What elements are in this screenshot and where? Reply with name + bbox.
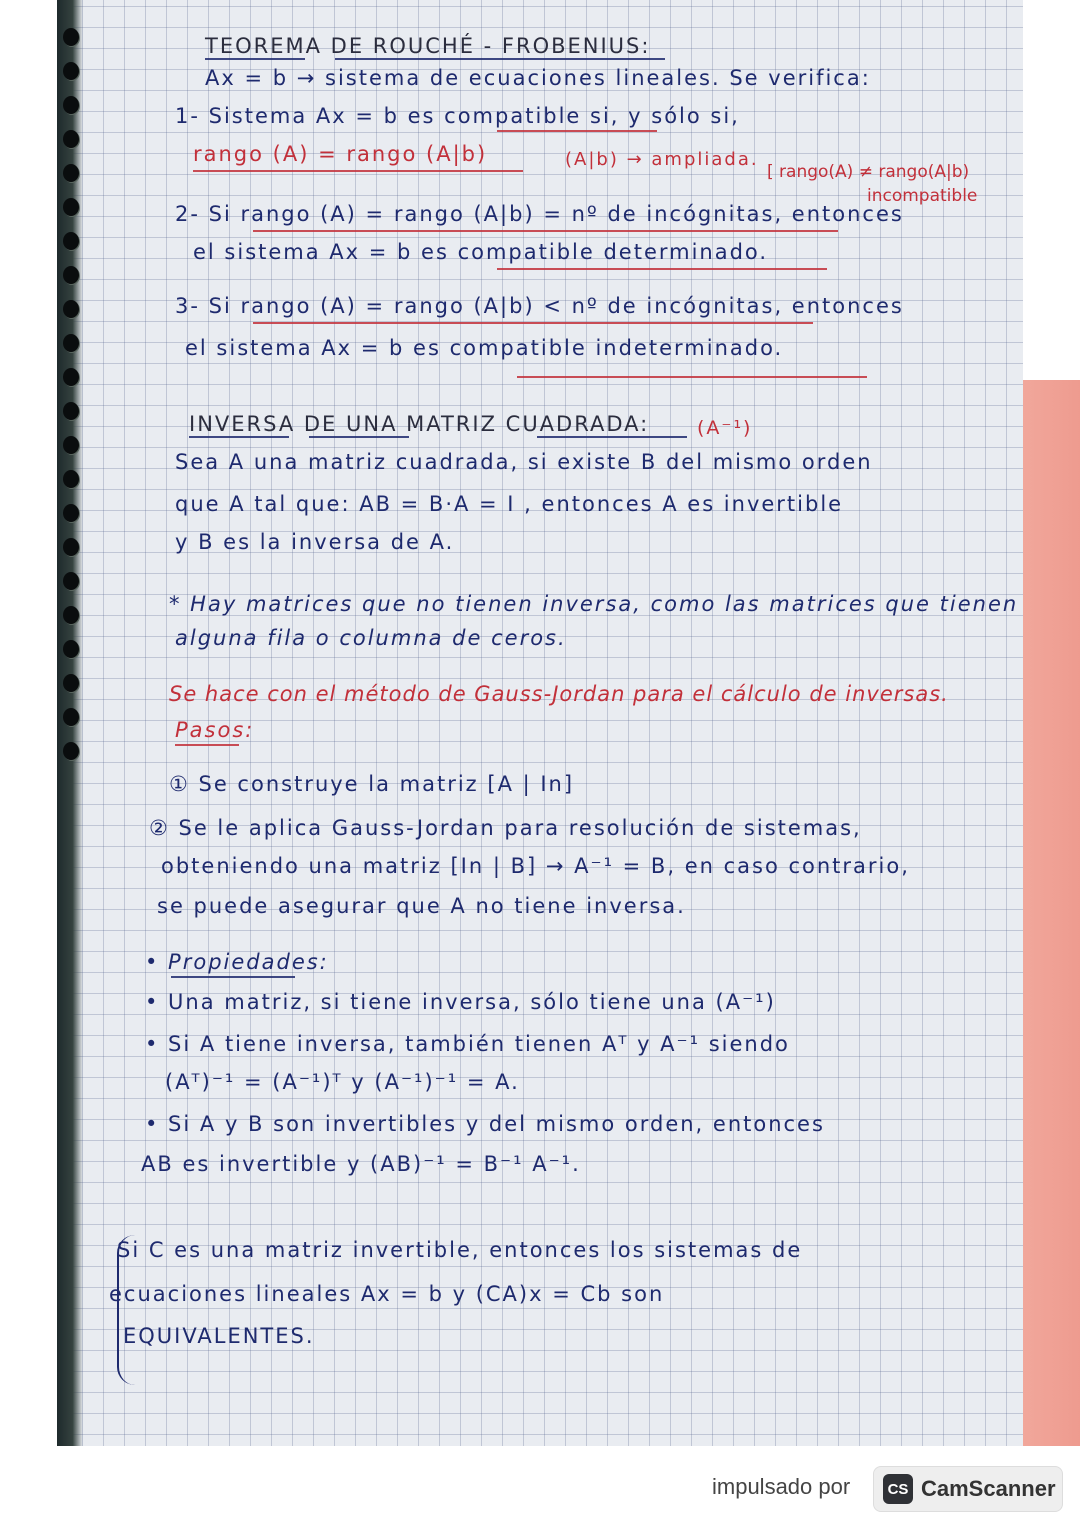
inversa-title: INVERSA DE UNA MATRIZ CUADRADA: xyxy=(189,412,650,436)
steps-title: Pasos: xyxy=(175,718,255,742)
step-1: ① Se construye la matriz [A | In] xyxy=(169,772,575,796)
camscanner-logo-icon: CS xyxy=(883,1474,913,1504)
inversa-notation: (A⁻¹) xyxy=(697,417,753,439)
binding-hole xyxy=(63,742,79,760)
step-2-b: obteniendo una matriz [In | B] → A⁻¹ = B, en caso contrario, xyxy=(161,854,910,878)
binding-hole xyxy=(63,130,79,148)
inversa-method: Se hace con el método de Gauss-Jordan para el cálculo de inversas. xyxy=(169,682,949,706)
inversa-note-1: * Hay matrices que no tienen inversa, como las matrices que tienen xyxy=(169,592,1019,616)
binding-hole xyxy=(63,334,79,352)
binding-hole xyxy=(63,538,79,556)
binding-hole xyxy=(63,300,79,318)
underline-pasos xyxy=(175,744,239,746)
notebook-edge xyxy=(1023,380,1080,1446)
underline-rango xyxy=(193,170,523,172)
binding-hole xyxy=(63,572,79,590)
inversa-def-1: Sea A una matriz cuadrada, si existe B del mismo orden xyxy=(175,450,873,474)
binding-hole xyxy=(63,504,79,522)
equiv-line-3: EQUIVALENTES. xyxy=(123,1324,315,1348)
underline-propiedades xyxy=(171,976,295,978)
binding-hole xyxy=(63,606,79,624)
inversa-def-3: y B es la inversa de A. xyxy=(175,530,455,554)
propiedades-title: • Propiedades: xyxy=(145,950,329,974)
binding-hole xyxy=(63,368,79,386)
spiral-binding xyxy=(57,0,83,1446)
binding-hole xyxy=(63,708,79,726)
binding-hole xyxy=(63,402,79,420)
underline-compatible xyxy=(497,130,657,132)
rouche-item1-d: [ rango(A) ≠ rango(A|b) xyxy=(767,162,970,182)
binding-hole xyxy=(63,266,79,284)
binding-hole xyxy=(63,436,79,454)
title-underline xyxy=(335,58,665,60)
title-underline xyxy=(309,436,409,438)
camscanner-brand-name: CamScanner xyxy=(921,1476,1056,1501)
rouche-item1-e: incompatible xyxy=(867,186,978,206)
binding-hole xyxy=(63,198,79,216)
rouche-item2-b: el sistema Ax = b es compatible determinado. xyxy=(193,240,769,264)
title-underline xyxy=(205,58,305,60)
underline-determinado xyxy=(497,268,827,270)
rouche-item2-a: 2- Si rango (A) = rango (A|b) = nº de incógnitas, entonces xyxy=(175,202,904,226)
step-2-c: se puede asegurar que A no tiene inversa. xyxy=(157,894,686,918)
rouche-item1-b: rango (A) = rango (A|b) xyxy=(193,142,488,166)
rouche-item1-c: (A|b) → ampliada. xyxy=(565,149,759,170)
binding-hole xyxy=(63,674,79,692)
binding-hole xyxy=(63,28,79,46)
underline-item3 xyxy=(253,322,813,324)
binding-hole xyxy=(63,164,79,182)
equiv-line-1: Si C es una matriz invertible, entonces los sistemas de xyxy=(117,1238,803,1262)
prop-3-b: AB es invertible y (AB)⁻¹ = B⁻¹ A⁻¹. xyxy=(141,1152,581,1176)
prop-2-b: (Aᵀ)⁻¹ = (A⁻¹)ᵀ y (A⁻¹)⁻¹ = A. xyxy=(165,1070,520,1094)
prop-2-a: • Si A tiene inversa, también tienen Aᵀ y A⁻¹ siendo xyxy=(145,1032,790,1056)
rouche-item3-a: 3- Si rango (A) = rango (A|b) < nº de incógnitas, entonces xyxy=(175,294,904,318)
underline-item2 xyxy=(253,230,838,232)
page-edge-top xyxy=(1023,0,1080,380)
prop-3-a: • Si A y B son invertibles y del mismo orden, entonces xyxy=(145,1112,825,1136)
binding-hole xyxy=(63,96,79,114)
inversa-def-2: que A tal que: AB = B·A = I , entonces A es invertible xyxy=(175,492,844,516)
title-underline xyxy=(537,436,687,438)
inversa-note-2: alguna fila o columna de ceros. xyxy=(175,626,567,650)
binding-hole xyxy=(63,232,79,250)
rouche-item1-a: 1- Sistema Ax = b es compatible si, y sólo si, xyxy=(175,104,740,128)
rouche-title: TEOREMA DE ROUCHÉ - FROBENIUS: xyxy=(205,34,651,58)
camscanner-badge xyxy=(873,1466,1063,1512)
underline-indeterminado xyxy=(517,376,867,378)
powered-by-text: impulsado por xyxy=(712,1474,851,1499)
binding-hole xyxy=(63,62,79,80)
equiv-line-2: ecuaciones lineales Ax = b y (CA)x = Cb son xyxy=(109,1282,665,1306)
rouche-item3-b: el sistema Ax = b es compatible indeterminado. xyxy=(185,336,784,360)
binding-hole xyxy=(63,640,79,658)
step-2-a: ② Se le aplica Gauss-Jordan para resolución de sistemas, xyxy=(149,816,862,840)
prop-1: • Una matriz, si tiene inversa, sólo tiene una (A⁻¹) xyxy=(145,990,776,1014)
rouche-intro: Ax = b → sistema de ecuaciones lineales. Se verifica: xyxy=(205,66,871,90)
notebook-page xyxy=(57,0,1023,1446)
title-underline xyxy=(189,436,289,438)
binding-hole xyxy=(63,470,79,488)
